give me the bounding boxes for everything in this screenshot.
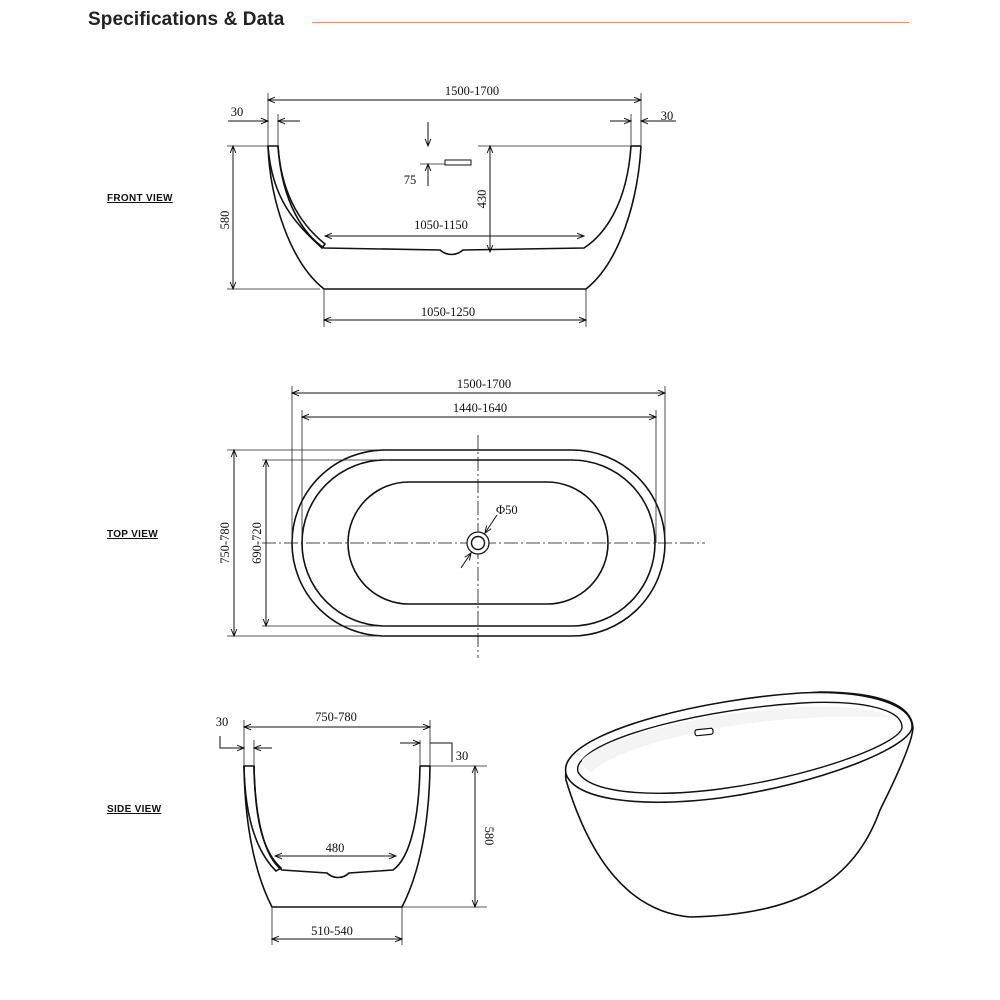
top-outer-length: 1500-1700	[456, 377, 512, 391]
side-width: 750-780	[315, 710, 357, 724]
top-view	[107, 377, 705, 658]
top-view-label: TOP VIEW	[107, 529, 158, 540]
front-inner-bottom: 1050-1150	[414, 218, 468, 232]
front-overall-length: 1500-1700	[444, 84, 500, 98]
perspective-view	[566, 692, 913, 917]
front-view-outline	[268, 146, 325, 248]
drain-inner	[472, 537, 485, 550]
front-depth: 430	[475, 189, 489, 209]
front-view-label: FRONT VIEW	[107, 193, 173, 204]
top-inner-width: 690-720	[250, 522, 264, 564]
front-height: 580	[218, 210, 232, 230]
side-base-width: 510-540	[311, 924, 353, 938]
side-view	[107, 710, 496, 945]
top-inner-length: 1440-1640	[452, 401, 508, 415]
front-view	[107, 84, 676, 327]
top-outer-width: 750-780	[218, 522, 232, 564]
front-overflow-offset: 75	[403, 173, 417, 187]
top-drain-diameter: Φ50	[496, 503, 518, 517]
page-title: Specifications & Data	[88, 9, 285, 30]
front-rim-left: 30	[230, 105, 244, 119]
perspective-overflow	[695, 728, 714, 736]
side-rim-right: 30	[455, 749, 469, 763]
side-view-label: SIDE VIEW	[107, 804, 162, 815]
overflow-slot	[445, 160, 471, 165]
side-inner-bottom: 480	[325, 841, 345, 855]
side-height: 580	[482, 826, 496, 846]
front-base-length: 1050-1250	[420, 305, 476, 319]
front-rim-right: 30	[660, 109, 674, 123]
side-view-outline	[244, 766, 281, 871]
side-rim-left: 30	[215, 715, 229, 729]
